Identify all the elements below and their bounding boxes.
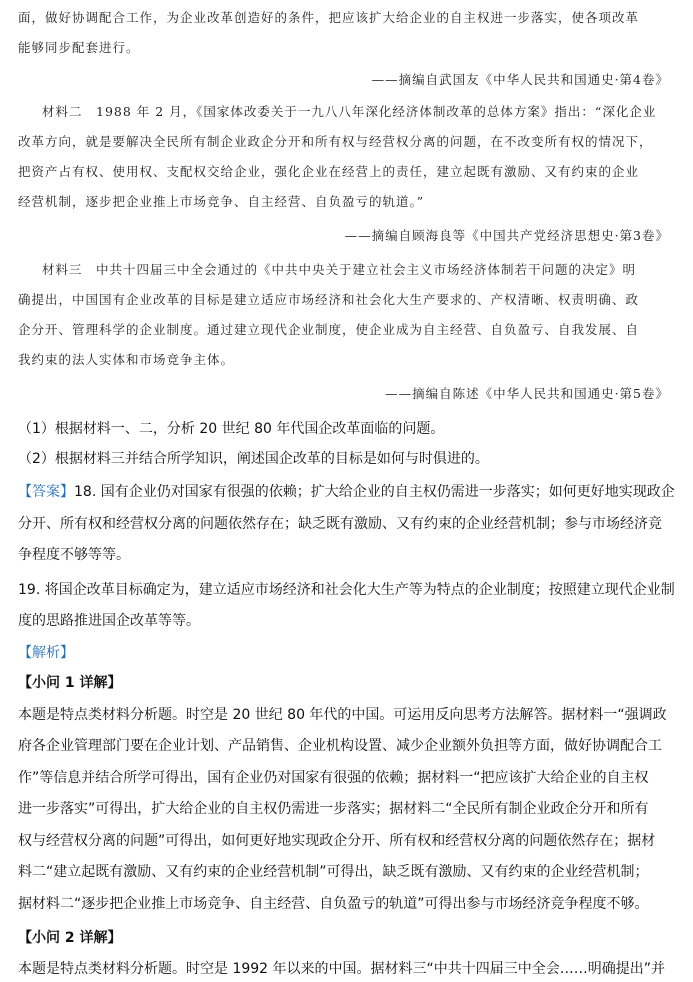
- analysis-1-line: 料二“建立起既有激励、又有约束的企业经营机制”可得出，缺乏既有激励、又有约束的企业经营机制；: [18, 864, 649, 880]
- material-2-line: 材料二 1988 年 2 月，《国家体改委关于一九八八年深化经济体制改革的总体方案》指出：“深化企业: [42, 104, 657, 119]
- material-2-line: 改革方向，就是要解决全民所有制企业政企分开和所有权与经营权分离的问题，在不改变所有权的情况下，: [18, 134, 653, 149]
- analysis-tag: 【解析】: [18, 645, 74, 661]
- material-2-line: 把资产占有权、使用权、支配权交给企业，强化企业在经营上的责任，建立起既有激励、又有约束的企业: [18, 164, 640, 179]
- analysis-1-line: 作”等信息并结合所学可得出，国有企业仍对国家有很强的依赖；据材料一“把应该扩大给企业的自主权: [18, 770, 649, 786]
- analysis-1-line: 府各企业管理部门要在企业计划、产品销售、企业机构设置、减少企业额外负担等方面，做好协调配合工: [18, 738, 662, 754]
- material-3-line: 材料三 中共十四届三中全会通过的《中共中央关于建立社会主义市场经济体制若干问题的决定》明: [42, 262, 637, 277]
- material-3-line: 确提出，中国国有企业改革的目标是建立适应市场经济和社会化大生产要求的、产权清晰、权责明确、政: [18, 292, 640, 307]
- material-2-source: ——摘编自顾海良等《中国共产党经济思想史·第3卷》: [344, 228, 669, 243]
- material-3-line: 我约束的法人实体和市场竞争主体。: [18, 352, 235, 367]
- analysis-1-line: 据材料二“逐步把企业推上市场竞争、自主经营、自负盈亏的轨道”可得出参与市场经济竞争程度不够。: [18, 896, 649, 912]
- material-2-line: 经营机制，逐步把企业推上市场竞争、自主经营、自负盈亏的轨道。”: [18, 194, 425, 209]
- material-1-line: 面，做好协调配合工作，为企业改革创造好的条件，把应该扩大给企业的自主权进一步落实，使各项改革: [18, 10, 640, 25]
- analysis-1-line: 本题是特点类材料分析题。时空是 20 世纪 80 年代的中国。可运用反向思考方法解答。据材料一“强调政: [18, 707, 667, 723]
- analysis-2-line: 本题是特点类材料分析题。时空是 1992 年以来的中国。据材料三“中共十四届三中全会……明确提出”并: [18, 961, 666, 977]
- material-1-line: 能够同步配套进行。: [18, 40, 140, 55]
- sub-question-2-title: 【小问 2 详解】: [18, 930, 122, 946]
- answer-18-line: 争程度不够等等。: [18, 547, 130, 563]
- answer-18-line: 分开、所有权和经营权分离的问题依然存在；缺乏既有激励、又有约束的企业经营机制；参与市场经济竞: [18, 516, 662, 532]
- question-1: （1）根据材料一、二，分析 20 世纪 80 年代国企改革面临的问题。: [18, 421, 445, 437]
- analysis-1-line: 权与经营权分离的问题”可得出，如何更好地实现政企分开、所有权和经营权分离的问题依然存在；据材: [18, 833, 656, 849]
- material-3-source: ——摘编自陈述《中华人民共和国通史·第5卷》: [385, 386, 669, 401]
- question-2: （2）根据材料三并结合所学知识，阐述国企改革的目标是如何与时俱进的。: [18, 451, 489, 467]
- answer-18-first: 18. 国有企业仍对国家有很强的依赖；扩大给企业的自主权仍需进一步落实；如何更好地实现政企: [74, 484, 675, 500]
- answer-line: [18, 481, 675, 501]
- answer-tag: 【答案】: [18, 484, 74, 500]
- answer-19-line: 度的思路推进国企改革等等。: [18, 613, 200, 629]
- material-3-line: 企分开、管理科学的企业制度。通过建立现代企业制度，使企业成为自主经营、自负盈亏、自我发展、自: [18, 322, 640, 337]
- material-1-source: ——摘编自武国友《中华人民共和国通史·第4卷》: [371, 72, 669, 87]
- answer-19-line: 19. 将国企改革目标确定为，建立适应市场经济和社会化大生产等为特点的企业制度；按照建立现代企业制: [18, 582, 675, 598]
- analysis-1-line: 进一步落实”可得出，扩大给企业的自主权仍需进一步落实；据材料二“全民所有制企业政企分开和所有: [18, 801, 649, 817]
- sub-question-1-title: 【小问 1 详解】: [18, 675, 122, 691]
